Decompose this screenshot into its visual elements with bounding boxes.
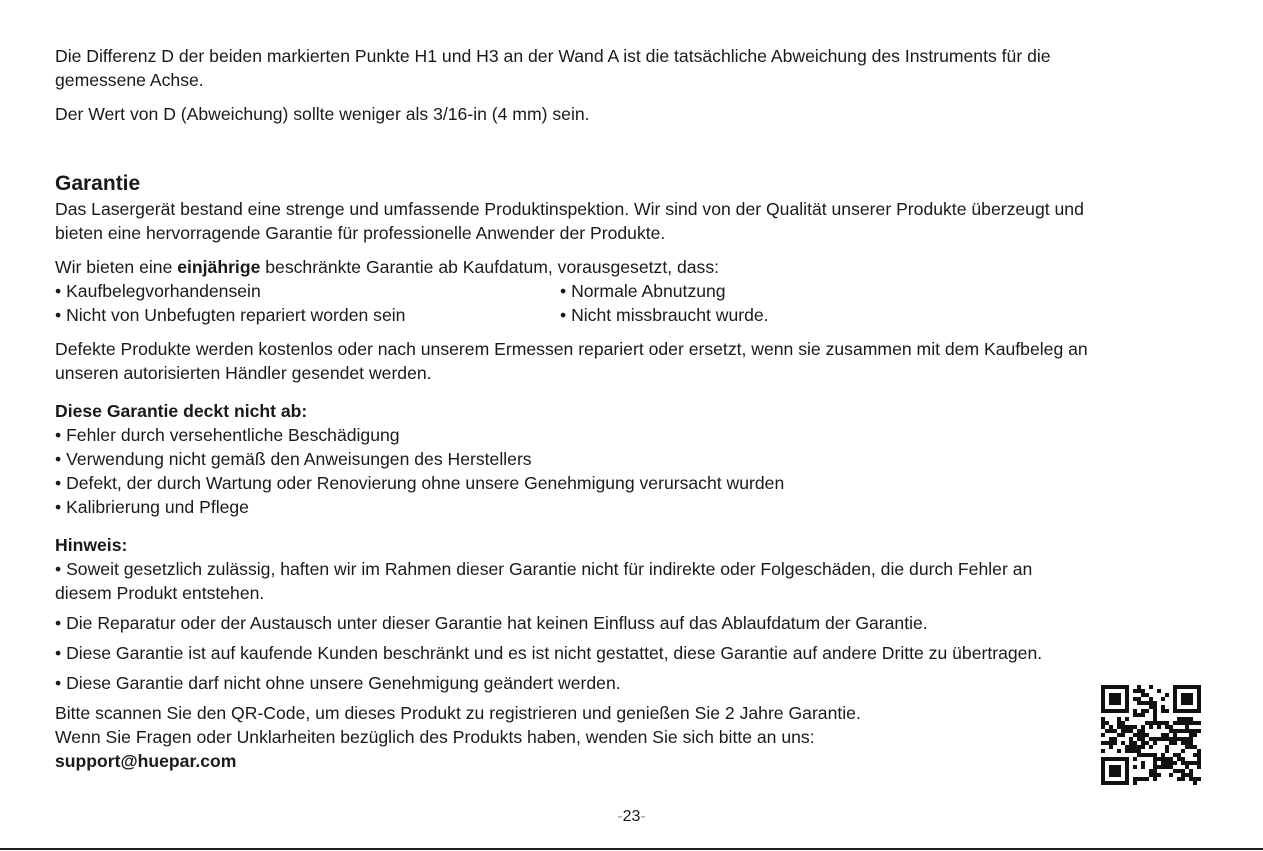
page-number-value: 23 [622,808,641,825]
condition-item: • Nicht missbraucht wurde. [560,303,769,327]
register-instruction: Bitte scannen Sie den QR-Code, um dieses Produkt zu registrieren und genießen Sie 2 Jahre Garantie. [55,703,861,723]
deviation-note: Der Wert von D (Abweichung) sollte weniger als 3/16-in (4 mm) sein. [55,104,590,124]
notes-heading: Hinweis: [55,535,128,555]
warranty-offer-duration: einjährige [177,257,261,277]
warranty-offer-prefix: Wir bieten eine [55,257,178,277]
qr-code-icon[interactable] [1101,685,1201,785]
condition-item: • Kaufbelegvorhandensein [55,279,560,303]
warranty-heading: Garantie [55,172,141,195]
document-page [55,44,1240,773]
condition-item: • Nicht von Unbefugten repariert worden sein [55,303,560,327]
warranty-offer [55,255,1240,279]
page-number: -23- [617,808,646,825]
note-item-2: • Die Reparatur oder der Austausch unter dieser Garantie hat keinen Einfluss auf das Ablaufdatum der Garantie. [55,611,1240,635]
exclusion-item: • Verwendung nicht gemäß den Anweisungen des Herstellers [55,447,1240,471]
note-item-4: • Diese Garantie darf nicht ohne unsere Genehmigung geändert werden. [55,671,1240,695]
warranty-description [55,197,1240,245]
warranty-desc-line-1: Das Lasergerät bestand eine strenge und umfassende Produktinspektion. Wir sind von der Qualität unserer Produkte überzeugt und [55,199,1084,219]
note-item-3: • Diese Garantie ist auf kaufende Kunden beschränkt und es ist nicht gestattet, diese Garantie auf andere Dritte zu übertragen. [55,641,1240,665]
note-item-1-line-2: diesem Produkt entstehen. [55,583,265,603]
conditions-left-column [55,279,560,327]
note-item-1-line-1: • Soweit gesetzlich zulässig, haften wir im Rahmen dieser Garantie nicht für indirekte oder Folgeschäden, die durch Fehler an [55,557,1240,581]
warranty-offer-suffix: beschränkte Garantie ab Kaufdatum, vorausgesetzt, dass: [260,257,720,277]
condition-item: • Normale Abnutzung [560,279,769,303]
contact-instruction: Wenn Sie Fragen oder Unklarheiten bezüglich des Produkts haben, wenden Sie sich bitte an uns: [55,727,815,747]
exclusion-item: • Kalibrierung und Pflege [55,495,1240,519]
warranty-conditions [55,279,1240,327]
intro-line-1: Die Differenz D der beiden markierten Punkte H1 und H3 an der Wand A ist die tatsächliche Abweichung des Instruments für die [55,46,1051,66]
note-item-1 [55,557,1240,605]
exclusion-item: • Defekt, der durch Wartung oder Renovierung ohne unsere Genehmigung verursacht wurden [55,471,1240,495]
support-email[interactable]: support@huepar.com [55,751,237,771]
defect-line-1: Defekte Produkte werden kostenlos oder nach unserem Ermessen repariert oder ersetzt, wenn sie zusammen mit dem Kaufbeleg an [55,339,1088,359]
defect-paragraph [55,337,1240,385]
exclusions-heading: Diese Garantie deckt nicht ab: [55,401,308,421]
defect-line-2: unseren autorisierten Händler gesendet werden. [55,363,432,383]
intro-paragraph [55,44,1240,92]
warranty-desc-line-2: bieten eine hervorragende Garantie für professionelle Anwender der Produkte. [55,223,666,243]
intro-line-2: gemessene Achse. [55,70,204,90]
bottom-divider [0,848,1263,850]
conditions-right-column [560,279,769,327]
exclusion-item: • Fehler durch versehentliche Beschädigung [55,423,1240,447]
